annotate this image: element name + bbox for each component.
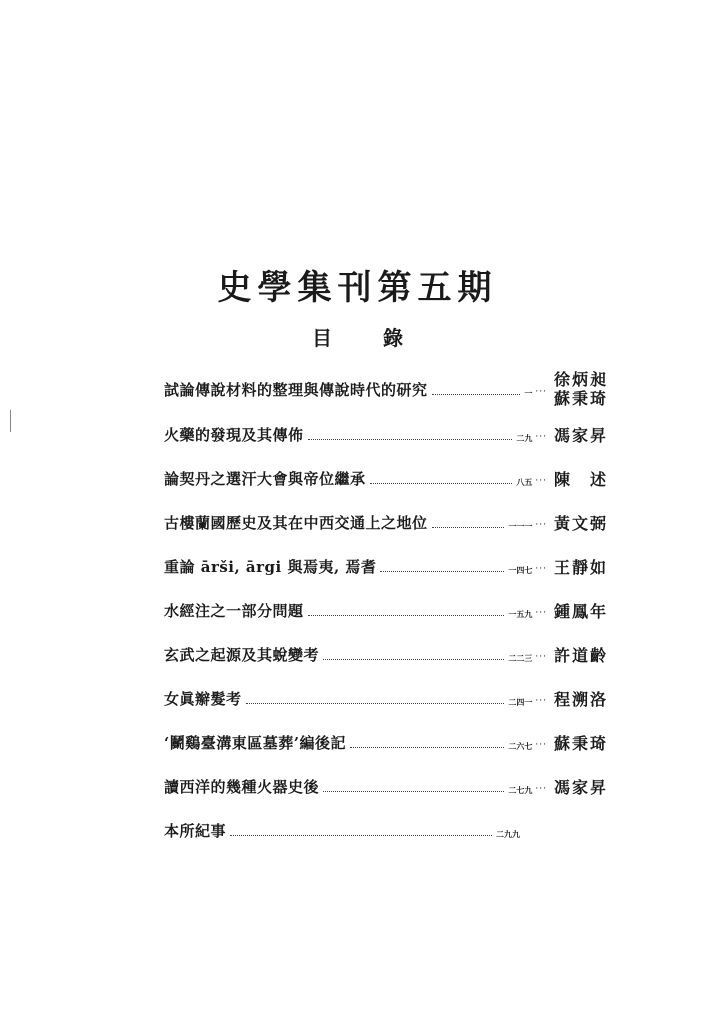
scan-margin-mark — [10, 410, 11, 432]
entry-title: 古樓蘭國歷史及其在中西交通上之地位 — [164, 513, 428, 532]
entry-page: 一 — [524, 387, 533, 398]
entry-author: 馮家昇 — [553, 777, 608, 797]
entry-author: 程溯洛 — [553, 689, 608, 709]
entry-author: 鍾鳳年 — [553, 601, 608, 621]
dot-leader-short: ··· — [535, 432, 547, 442]
dot-leader-short: ··· — [535, 476, 547, 486]
dot-leader — [350, 747, 504, 748]
journal-title: 史學集刊第五期 — [217, 268, 498, 308]
entry-page: 二七九 — [508, 784, 533, 795]
entry-title: 重論 ārši, ārgi 與焉夷, 焉耆 — [164, 557, 377, 576]
entry-page: 二六七 — [508, 740, 533, 751]
entry-authors — [550, 370, 608, 408]
dot-leader — [370, 483, 513, 484]
entry-title: 論契丹之選汗大會與帝位繼承 — [164, 469, 366, 488]
toc-entry — [164, 632, 608, 676]
dot-leader-short: ··· — [535, 520, 547, 530]
table-of-contents — [164, 366, 608, 852]
toc-entry — [164, 544, 608, 588]
entry-author: 王靜如 — [553, 557, 608, 577]
toc-entry — [164, 366, 608, 412]
toc-entry — [164, 588, 608, 632]
toc-entry — [164, 720, 608, 764]
entry-author: 蘇秉琦 — [553, 389, 608, 408]
dot-leader — [432, 394, 521, 395]
dot-leader — [323, 791, 504, 792]
heading-char-2: 錄 — [382, 326, 403, 350]
entry-title: 玄武之起源及其蛻變考 — [164, 645, 320, 664]
table-of-contents-heading — [0, 326, 715, 350]
entry-author: 許道齡 — [553, 645, 608, 665]
dot-leader-short: ··· — [535, 564, 547, 574]
dot-leader-short: ··· — [535, 652, 547, 662]
entry-title: 火藥的發現及其傳佈 — [164, 425, 304, 444]
entry-page: 二四一 — [508, 696, 533, 707]
dot-leader-short: ··· — [535, 740, 547, 750]
dot-leader-short: ··· — [535, 387, 547, 397]
dot-leader-short: ··· — [535, 784, 547, 794]
heading-char-1: 目 — [312, 326, 333, 350]
toc-entry — [164, 456, 608, 500]
dot-leader — [323, 659, 504, 660]
entry-page: 一四七 — [508, 564, 533, 575]
entry-author: 黃文弼 — [553, 513, 608, 533]
dot-leader — [246, 703, 505, 704]
entry-title: 水經注之一部分問題 — [164, 601, 304, 620]
dot-leader — [308, 615, 505, 616]
toc-entry — [164, 676, 608, 720]
toc-entry — [164, 500, 608, 544]
entry-title: 讀西洋的幾種火器史後 — [164, 777, 320, 796]
entry-title: 本所紀事 — [164, 821, 227, 840]
entry-title: 女眞辮髮考 — [164, 689, 242, 708]
toc-entry — [164, 764, 608, 808]
entry-page: 二九九 — [496, 828, 521, 839]
dot-leader — [380, 571, 504, 572]
toc-entry — [164, 412, 608, 456]
entry-page: 八五 — [516, 476, 533, 487]
entry-page: 二九 — [516, 432, 533, 443]
entry-author: 徐炳昶 — [553, 370, 608, 389]
toc-entry — [164, 808, 608, 852]
dot-leader — [230, 835, 492, 836]
dot-leader-short: ··· — [535, 696, 547, 706]
entry-title: ‘鬭鷄臺溝東區墓葬’編後記 — [164, 733, 346, 752]
entry-title: 試論傳說材料的整理與傳說時代的研究 — [164, 380, 428, 399]
dot-leader-short: ··· — [535, 608, 547, 618]
entry-author: 陳 述 — [553, 469, 608, 489]
entry-page: 一一一 — [508, 520, 533, 531]
entry-page: 二二三 — [508, 652, 533, 663]
entry-author: 馮家昇 — [553, 425, 608, 445]
entry-page: 一五九 — [508, 608, 533, 619]
entry-author: 蘇秉琦 — [553, 733, 608, 753]
dot-leader — [432, 527, 505, 528]
dot-leader — [308, 439, 513, 440]
